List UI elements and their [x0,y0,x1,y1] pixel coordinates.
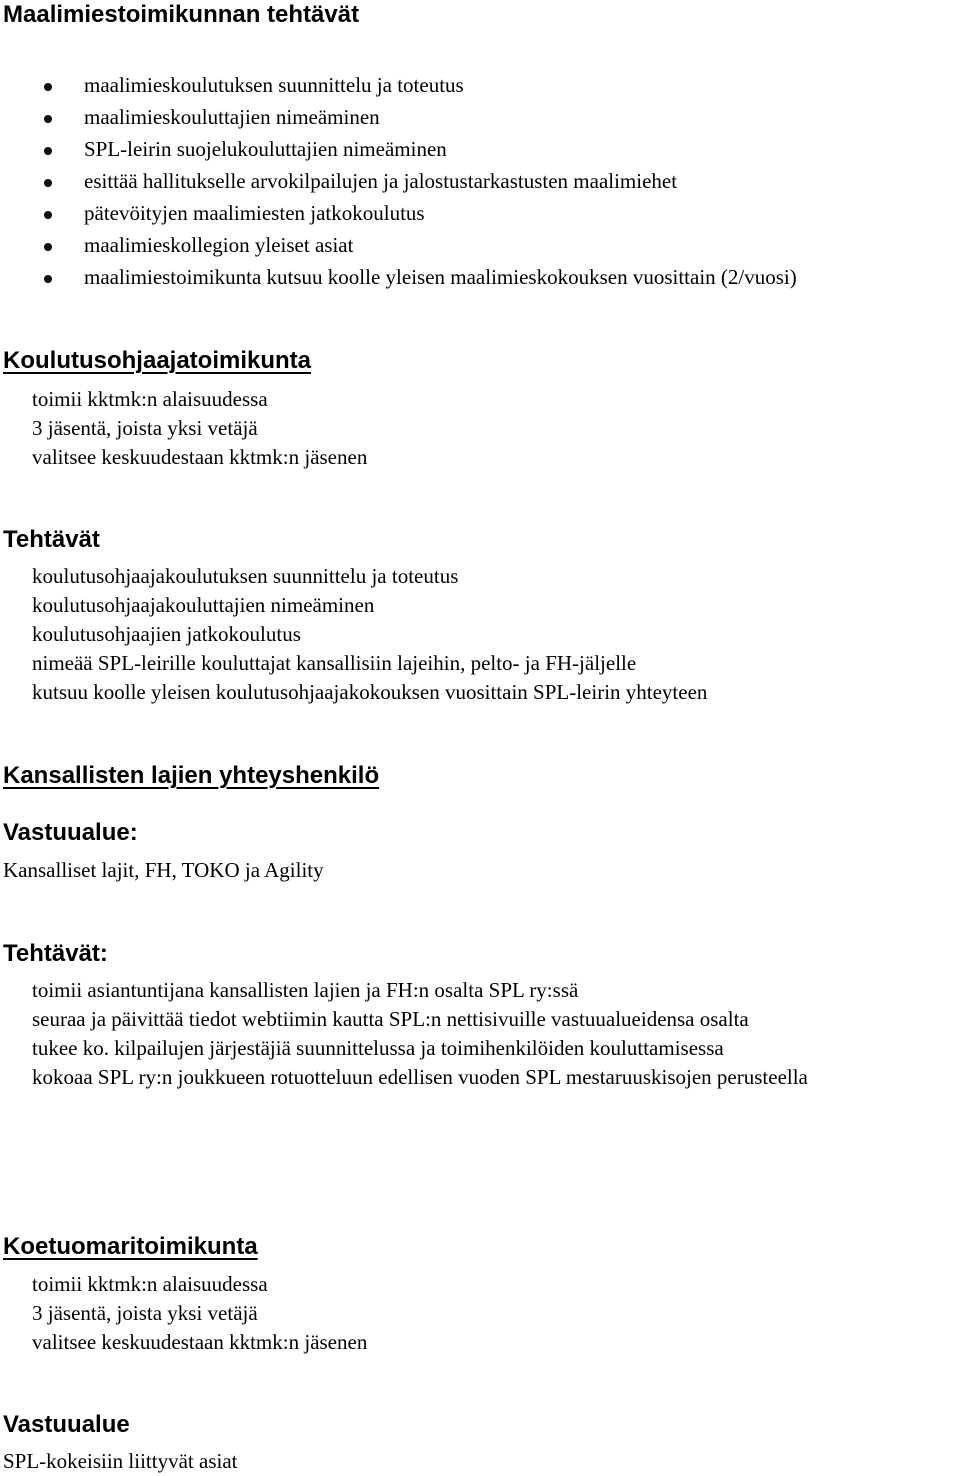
list-item: koulutusohjaajakouluttajien nimeäminen [32,593,375,617]
list-item-text: maalimiestoimikunta kutsuu koolle yleisen maalimieskokouksen vuosittain (2/vuosi) [84,265,797,289]
list-item [0,263,797,295]
list-item-text: esittää hallitukselle arvokilpailujen ja jalostustarkastusten maalimiehet [84,169,678,193]
list-item-text: maalimieskoulutuksen suunnittelu ja toteutus [84,73,464,97]
kansalliset-heading: Kansallisten lajien yhteyshenkilö [3,762,380,789]
kansalliset-responsibility-text: Kansalliset lajit, FH, TOKO ja Agility [3,858,324,882]
koetuomari-responsibility-text: SPL-kokeisiin liittyvät asiat [3,1449,238,1473]
list-item: seuraa ja päivittää tiedot webtiimin kautta SPL:n nettisivuille vastuualueidensa osalta [32,1007,749,1031]
bullet-icon [44,275,52,283]
kansalliset-tasks-heading: Tehtävät: [3,940,108,967]
list-item [0,103,797,135]
list-item: toimii asiantuntijana kansallisten lajien ja FH:n osalta SPL ry:ssä [32,978,579,1002]
kansalliset-task-list [32,976,808,1092]
bullet-icon [44,115,52,123]
list-item: nimeää SPL-leirille kouluttajat kansallisiin lajeihin, pelto- ja FH-jäljelle [32,651,637,675]
koulutusohjaaja-info [32,385,367,472]
bullet-icon [44,147,52,155]
koulutusohjaaja-tasks-heading: Tehtävät [3,526,100,553]
info-line: valitsee keskuudestaan kktmk:n jäsenen [32,445,368,469]
info-line: toimii kktmk:n alaisuudessa [32,1272,268,1296]
info-line: toimii kktmk:n alaisuudessa [32,387,268,411]
bullet-icon [44,211,52,219]
maalimies-task-list [0,71,797,295]
list-item [0,135,797,167]
info-line: 3 jäsentä, joista yksi vetäjä [32,416,258,440]
bullet-icon [44,243,52,251]
bullet-icon [44,83,52,91]
list-item-text: maalimieskouluttajien nimeäminen [84,105,380,129]
list-item: tukee ko. kilpailujen järjestäjiä suunnittelussa ja toimihenkilöiden kouluttamisessa [32,1036,724,1060]
list-item: kokoaa SPL ry:n joukkueen rotuotteluun edellisen vuoden SPL mestaruuskisojen perusteella [32,1065,808,1089]
list-item [0,199,797,231]
list-item: kutsuu koolle yleisen koulutusohjaajakokouksen vuosittain SPL-leirin yhteyteen [32,680,708,704]
list-item: koulutusohjaajien jatkokoulutus [32,622,301,646]
koetuomari-responsibility-heading: Vastuualue [3,1411,130,1438]
list-item: koulutusohjaajakoulutuksen suunnittelu ja toteutus [32,564,459,588]
list-item [0,231,797,263]
koulutusohjaaja-heading: Koulutusohjaajatoimikunta [3,347,312,374]
koetuomari-info [32,1270,367,1357]
bullet-icon [44,179,52,187]
list-item-text: pätevöityjen maalimiesten jatkokoulutus [84,201,425,225]
kansalliset-responsibility-heading: Vastuualue: [3,819,138,846]
koulutusohjaaja-task-list [32,562,707,707]
list-item-text: maalimieskollegion yleiset asiat [84,233,354,257]
list-item-text: SPL-leirin suojelukouluttajien nimeäminen [84,137,447,161]
list-item [0,71,797,103]
info-line: 3 jäsentä, joista yksi vetäjä [32,1301,258,1325]
list-item [0,167,797,199]
koetuomari-heading: Koetuomaritoimikunta [3,1233,258,1260]
info-line: valitsee keskuudestaan kktmk:n jäsenen [32,1330,368,1354]
maalimies-heading: Maalimiestoimikunnan tehtävät [3,1,360,28]
